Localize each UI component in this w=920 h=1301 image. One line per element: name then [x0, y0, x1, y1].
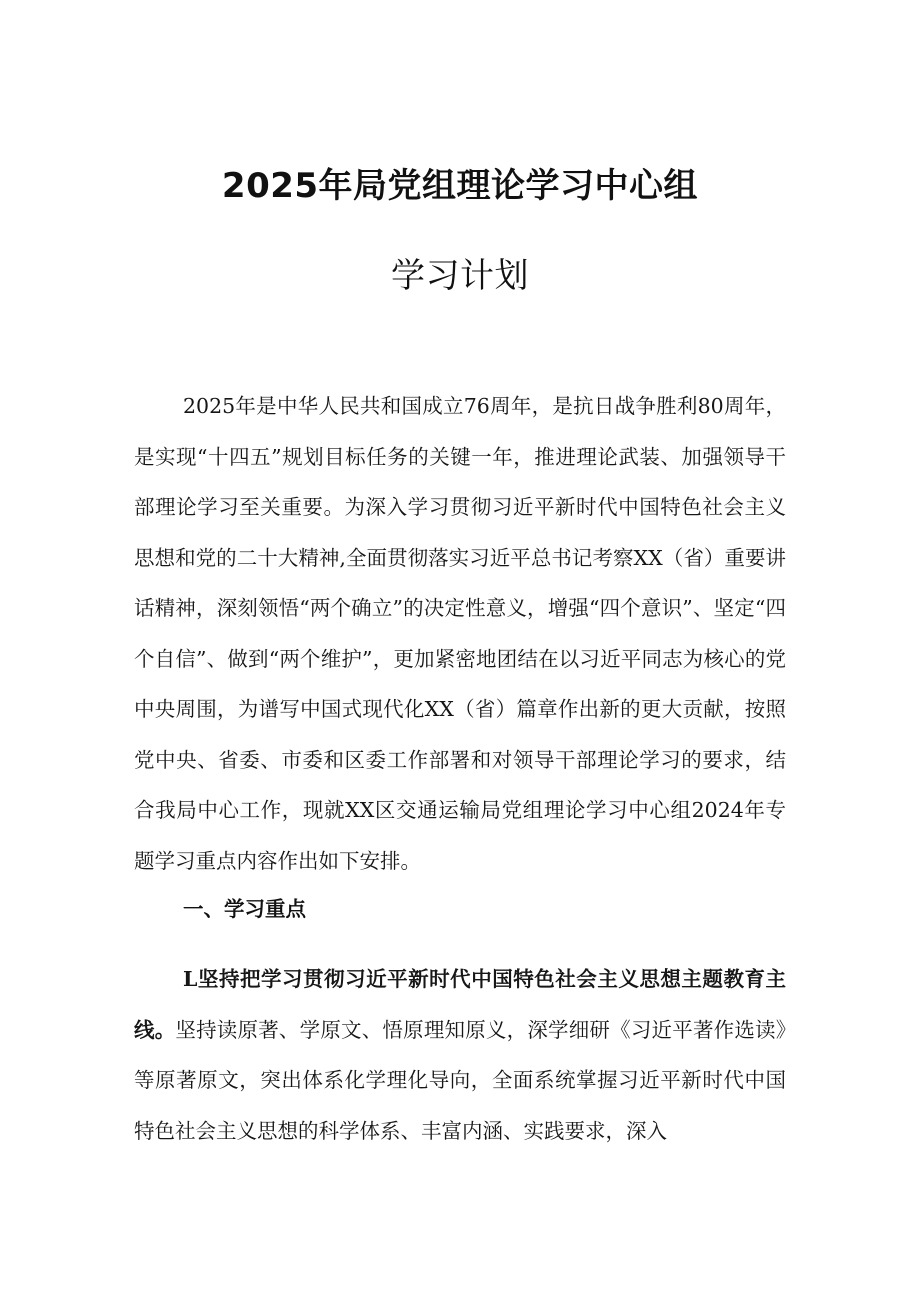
study-point-1	[134, 954, 786, 1156]
document-title-line-2: 学习计划	[391, 256, 529, 296]
study-point-1-body: 坚持读原著、学原文、悟原理知原义，深学细研《习近平著作选读》等原著原文，突出体系化学理化导向，全面系统掌握习近平新时代中国特色社会主义思想的科学体系、丰富内涵、实践要求，深入	[134, 1017, 787, 1143]
section-heading-study-focus: 一、学习重点	[183, 897, 306, 921]
document-title-line-1: 2025年局党组理论学习中心组	[221, 166, 699, 206]
study-point-1-lead: L坚持把学习贯彻习近平新时代中国特色社会主义思想主题教育主线。	[134, 967, 786, 1042]
intro-paragraph: 2025年是中华人民共和国成立76周年，是抗日战争胜利80周年，是实现“十四五”规划目标任务的关键一年，推进理论武装、加强领导干部理论学习至关重要。为深入学习贯彻习近平新时代中国特色社会主义思想和党的二十大精神,全面贯彻落实习近平总书记考察XX（省）重要讲话精神，深刻领悟“两个确立”的决定性意义，增强“四个意识”、坚定“四个自信”、做到“两个维护”，更加紧密地团结在以习近平同志为核心的党中央周围，为谱写中国式现代化XX（省）篇章作出新的更大贡献，按照党中央、省委、市委和区委工作部署和对领导干部理论学习的要求，结合我局中心工作，现就XX区交通运输局党组理论学习中心组2024年专题学习重点内容作出如下安排。	[134, 394, 786, 873]
